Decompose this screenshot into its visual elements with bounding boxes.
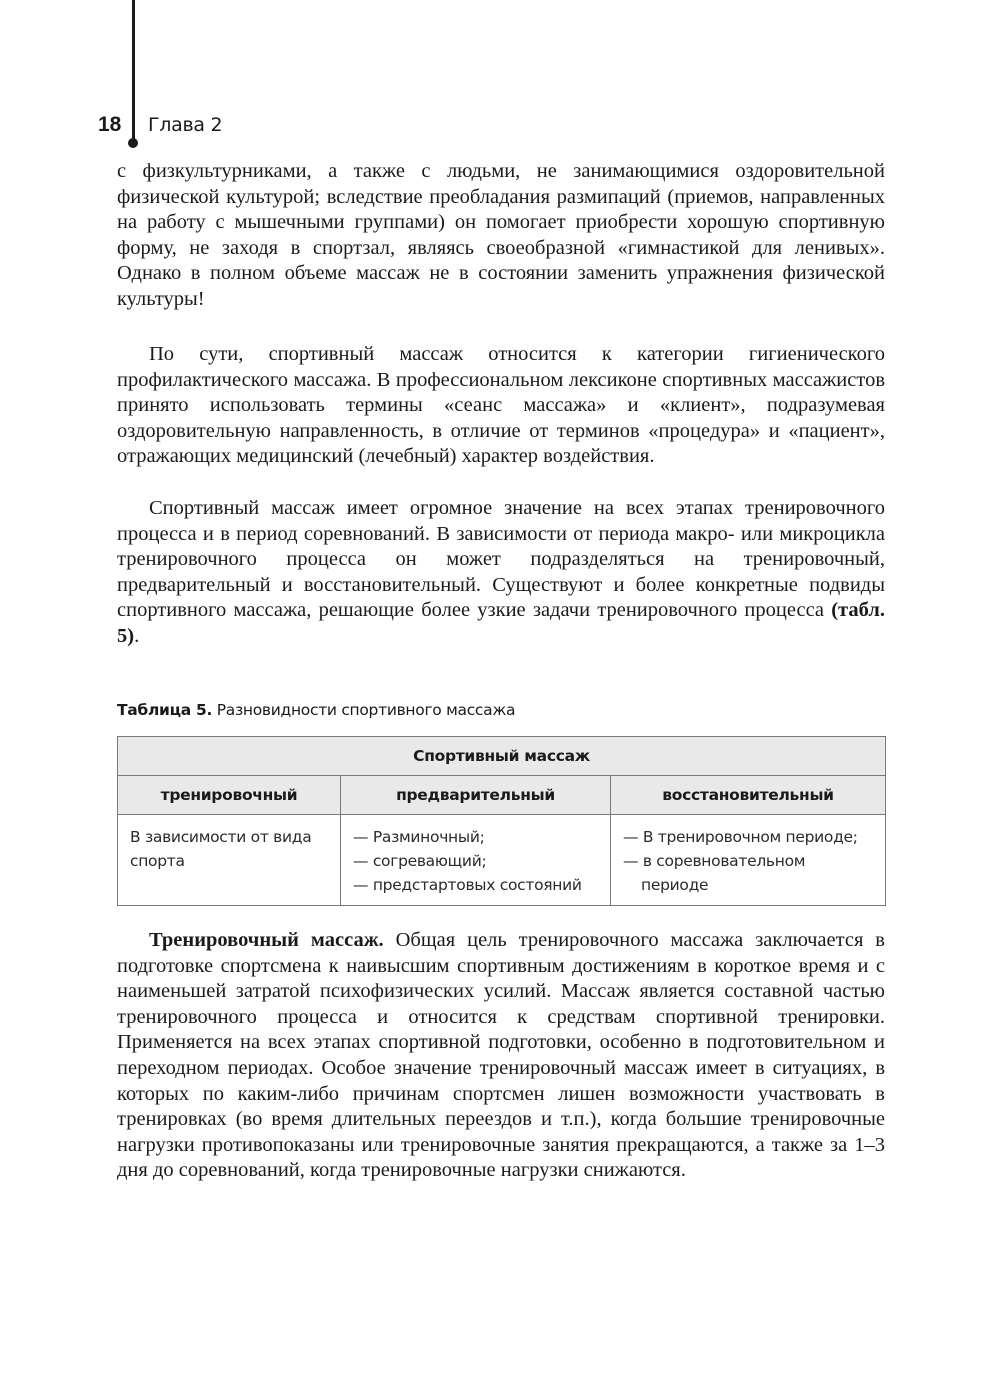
paragraph-4-text: Общая цель тренировочного массажа заключается в подготовке спортсмена к наивысшим спортивным достижениям в короткое время и с наименьшей затратой психофизических усилий. Массаж является составной частью тренировочного процесса и относится к средствам спортивной тренировки. Применяется на всех этапах спортивной подготовки, особенно в подготовительном и переходном периодах. Особое значение тренировочный массаж имеет в ситуациях, в которых по каким-либо причинам спортсмен лишен возможности участвовать в тренировках (во время длительных переездов и т.п.), когда большие тренировочные нагрузки противопоказаны или тренировочные занятия прекращаются, а также за 1–3 дня до соревнований, когда тренировочные нагрузки снижаются. <box>117 929 885 1182</box>
page-number: 18 <box>98 113 122 136</box>
section-lead: Тренировочный массаж. <box>149 929 384 951</box>
massage-types-table <box>117 736 886 906</box>
column-header-recovery: восстановительный <box>611 776 886 815</box>
cell-line: спорта <box>130 852 185 870</box>
cell-line: — согревающий; <box>353 852 487 870</box>
cell-preliminary <box>341 815 611 906</box>
table-reference: (табл. 5) <box>117 599 885 647</box>
table-caption-text: Разновидности спортивного массажа <box>212 701 516 719</box>
chapter-label: Глава 2 <box>148 114 223 136</box>
paragraph-1: с физкультурниками, а также с людьми, не занимающимися оздоровительной физической культурой; вследствие преобладания размипаций (приемов, направленных на работу с мышечными группами) он помогает приобрести хорошую спортивную форму, не заходя в спортзал, являясь своеобразной «гимнастикой для ленивых». Однако в полном объеме массаж не в состоянии заменить упражнения физической культуры! <box>117 160 885 310</box>
header-rule-dot <box>128 138 138 148</box>
table-title: Спортивный массаж <box>118 737 886 776</box>
paragraph-3-text: Спортивный массаж имеет огромное значение на всех этапах тренировочного процесса и в период соревнований. В зависимости от периода макро- или микроцикла тренировочного процесса он может подразделяться на тренировочный, предварительный и восстановительный. Существуют и более конкретные подвиды спортивного массажа, решающие более узкие задачи тренировочного процесса <box>117 497 885 622</box>
table-title-row <box>118 737 886 776</box>
cell-line: периоде <box>641 876 709 894</box>
cell-line: — Разминочный; <box>353 828 485 846</box>
table-caption-label: Таблица 5. <box>117 701 213 719</box>
paragraph-2: По сути, спортивный массаж относится к категории гигиенического профилактического массажа. В профессиональном лексиконе спортивных массажистов принято использовать термины «сеанс массажа» и «клиент», подразумевая оздоровительную направленность, в отличие от терминов «процедура» и «пациент», отражающих медицинский (лечебный) характер воздействия. <box>117 343 885 468</box>
paragraph-3 <box>117 496 885 650</box>
table-header-row <box>118 776 886 815</box>
table-caption <box>117 700 515 720</box>
cell-recovery <box>611 815 886 906</box>
cell-training <box>118 815 341 906</box>
header-vertical-rule <box>132 0 135 142</box>
column-header-preliminary: предварительный <box>341 776 611 815</box>
cell-line: — В тренировочном периоде; <box>623 828 858 846</box>
table-row <box>118 815 886 906</box>
cell-line: В зависимости от вида <box>130 828 312 846</box>
paragraph-3-end: . <box>134 624 140 647</box>
column-header-training: тренировочный <box>118 776 341 815</box>
paragraph-4 <box>117 928 885 1184</box>
cell-line: — предстартовых состояний <box>353 876 582 894</box>
cell-line: — в соревновательном <box>623 852 806 870</box>
